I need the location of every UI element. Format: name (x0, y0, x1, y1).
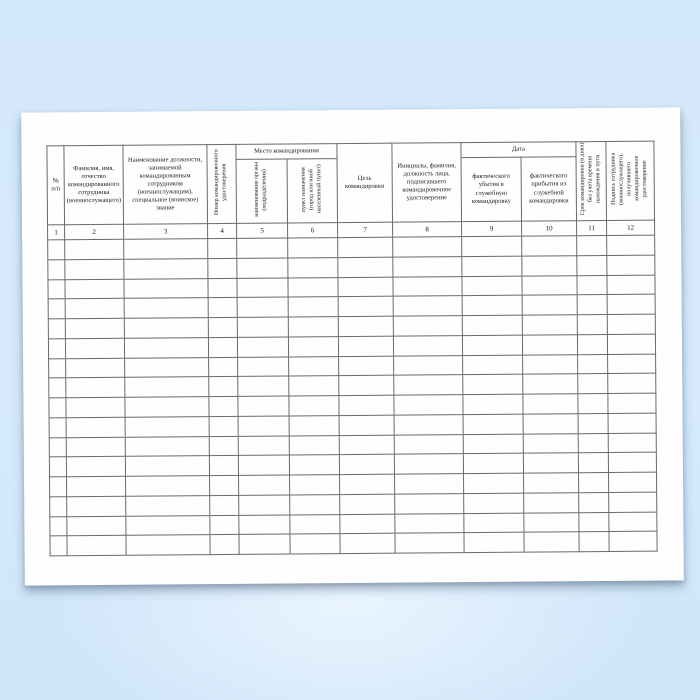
empty-cell (463, 453, 523, 473)
empty-cell (523, 394, 578, 414)
empty-cell (209, 436, 238, 456)
empty-cell (608, 373, 656, 393)
empty-cell (463, 374, 523, 394)
empty-cell (124, 258, 208, 278)
empty-cell (338, 336, 393, 356)
empty-cell (339, 454, 394, 474)
empty-cell (523, 374, 578, 394)
empty-cell (125, 397, 209, 417)
empty-cell (210, 495, 239, 515)
empty-cell (524, 532, 579, 552)
column-number: 5 (237, 223, 288, 238)
empty-cell (608, 452, 656, 472)
empty-cell (65, 338, 124, 358)
empty-cell (237, 238, 288, 258)
empty-cell (238, 455, 289, 475)
empty-cell (394, 375, 463, 395)
empty-cell (65, 239, 124, 259)
empty-cell (523, 453, 578, 473)
empty-cell (607, 294, 655, 314)
empty-cell (288, 257, 338, 277)
empty-cell (208, 298, 237, 318)
empty-cell (462, 236, 522, 256)
empty-cell (67, 536, 126, 556)
empty-cell (577, 255, 607, 275)
empty-cell (289, 356, 339, 376)
empty-cell (607, 275, 655, 295)
column-header-signer: Инициалы, фамилия, должность лица, подписавшего командировочное удостоверение (392, 143, 462, 223)
empty-cell (66, 358, 125, 378)
empty-cell (50, 496, 67, 516)
empty-cell (523, 433, 578, 453)
empty-cell (523, 354, 578, 374)
empty-cell (393, 316, 462, 336)
empty-cell (65, 318, 124, 338)
empty-cell (124, 318, 208, 338)
empty-cell (338, 316, 393, 336)
empty-cell (579, 532, 609, 552)
empty-cell (339, 395, 394, 415)
empty-cell (395, 533, 464, 553)
empty-cell (608, 393, 656, 413)
empty-cell (577, 275, 607, 295)
business-trip-register-table (46, 141, 657, 557)
column-number: 2 (65, 224, 124, 239)
empty-cell (340, 514, 395, 534)
empty-cell (49, 358, 66, 378)
column-header-full-name: Фамилия, имя, отчество командированного сотрудника (военнослужащего) (64, 145, 124, 224)
empty-cell (208, 317, 237, 337)
empty-cell (238, 416, 289, 436)
empty-cell (66, 437, 125, 457)
empty-cell (578, 374, 608, 394)
empty-cell (289, 435, 339, 455)
empty-cell (209, 357, 238, 377)
empty-cell (577, 334, 607, 354)
empty-cell (393, 335, 462, 355)
empty-cell (288, 317, 338, 337)
empty-cell (464, 493, 524, 513)
empty-cell (239, 495, 290, 515)
empty-cell (463, 394, 523, 414)
empty-cell (462, 256, 522, 276)
empty-cell (338, 277, 393, 297)
empty-cell (524, 473, 579, 493)
empty-cell (126, 515, 210, 535)
empty-cell (124, 337, 208, 357)
empty-cell (290, 534, 340, 554)
empty-cell (339, 356, 394, 376)
empty-cell (50, 516, 67, 536)
empty-cell (125, 436, 209, 456)
empty-cell (464, 513, 524, 533)
empty-cell (238, 357, 289, 377)
column-number: 11 (577, 221, 607, 236)
column-number: 9 (462, 221, 522, 236)
column-header-certificate-number: Номер командировочного удостоверения (207, 144, 237, 223)
empty-cell (124, 239, 208, 259)
empty-cell (288, 277, 338, 297)
empty-cell (340, 474, 395, 494)
empty-cell (339, 375, 394, 395)
empty-cell (290, 475, 340, 495)
empty-cell (578, 413, 608, 433)
column-header-org-name: наименование органа (подразделения) (236, 159, 288, 223)
empty-cell (608, 413, 656, 433)
column-header-actual-return: фактического прибытия из служебной командировки (521, 157, 577, 221)
table-header (47, 141, 655, 240)
column-number: 4 (208, 223, 237, 238)
column-number: 12 (607, 220, 655, 235)
empty-cell (49, 457, 66, 477)
empty-cell (463, 355, 523, 375)
empty-cell (67, 516, 126, 536)
column-number: 8 (393, 222, 462, 238)
empty-cell (579, 512, 609, 532)
empty-cell (237, 258, 288, 278)
empty-cell (462, 315, 522, 335)
empty-cell (608, 433, 656, 453)
empty-cell (340, 533, 395, 553)
column-number: 1 (48, 225, 65, 240)
empty-cell (522, 236, 577, 256)
empty-cell (238, 376, 289, 396)
empty-cell (607, 334, 655, 354)
empty-cell (393, 276, 462, 296)
empty-cell (66, 457, 125, 477)
column-header-destination: пункт назначения (город или иной населенный пункт) (287, 159, 338, 223)
empty-cell (522, 275, 577, 295)
empty-cell (209, 396, 238, 416)
empty-cell (522, 315, 577, 335)
empty-cell (126, 476, 210, 496)
empty-cell (49, 418, 66, 438)
column-header-employee-signature: Подпись сотрудника (военнослужащего), получившего командировочное удостоверение (606, 141, 655, 220)
empty-cell (289, 415, 339, 435)
empty-cell (523, 413, 578, 433)
empty-cell (524, 492, 579, 512)
empty-cell (239, 514, 290, 534)
empty-cell (578, 433, 608, 453)
empty-cell (395, 474, 464, 494)
empty-cell (462, 295, 522, 315)
empty-cell (289, 396, 339, 416)
empty-cell (125, 357, 209, 377)
empty-cell (524, 512, 579, 532)
empty-cell (609, 492, 657, 512)
empty-cell (394, 395, 463, 415)
column-number: 6 (288, 223, 338, 238)
empty-cell (48, 339, 65, 359)
empty-cell (124, 298, 208, 318)
empty-cell (48, 279, 65, 299)
empty-cell (49, 398, 66, 418)
empty-cell (394, 414, 463, 434)
empty-cell (578, 472, 608, 492)
empty-cell (394, 355, 463, 375)
column-number: 3 (124, 224, 208, 240)
empty-cell (208, 278, 237, 298)
column-number: 10 (522, 221, 577, 236)
empty-cell (578, 354, 608, 374)
empty-cell (237, 297, 288, 317)
empty-cell (289, 376, 339, 396)
empty-cell (48, 240, 65, 260)
empty-cell (210, 515, 239, 535)
empty-cell (579, 492, 609, 512)
empty-cell (463, 434, 523, 454)
empty-cell (339, 435, 394, 455)
empty-cell (464, 473, 524, 493)
empty-cell (577, 236, 607, 256)
empty-cell (522, 255, 577, 275)
empty-cell (48, 319, 65, 339)
empty-cell (48, 260, 65, 280)
column-header-position-rank: Наименование должности, занимаемой командированным сотрудником (военнослужащим), специальное (воинское) звание (123, 145, 208, 225)
empty-cell (394, 454, 463, 474)
empty-cell (393, 237, 462, 257)
empty-cell (239, 475, 290, 495)
empty-cell (208, 337, 237, 357)
empty-cell (237, 337, 288, 357)
empty-cell (338, 237, 393, 257)
empty-cell (289, 455, 339, 475)
empty-cell (50, 477, 67, 497)
empty-cell (608, 472, 656, 492)
empty-cell (237, 317, 288, 337)
empty-cell (522, 334, 577, 354)
empty-cell (288, 238, 338, 258)
empty-cell (288, 297, 338, 317)
empty-cell (464, 532, 524, 552)
column-number: 7 (338, 222, 393, 237)
empty-cell (290, 514, 340, 534)
empty-cell (522, 295, 577, 315)
empty-cell (124, 278, 208, 298)
empty-cell (338, 296, 393, 316)
empty-cell (578, 453, 608, 473)
empty-cell (209, 377, 238, 397)
group-header-date: Дата (461, 142, 576, 158)
empty-cell (65, 299, 124, 319)
empty-cell (607, 255, 655, 275)
empty-cell (208, 238, 237, 258)
group-header-place-of-trip: Место командирования (236, 144, 337, 160)
document-page (21, 107, 684, 585)
empty-cell (208, 258, 237, 278)
empty-cell (48, 299, 65, 319)
column-header-trip-purpose: Цель командировки (337, 143, 393, 222)
empty-cell (66, 397, 125, 417)
empty-cell (65, 259, 124, 279)
table-row (50, 531, 657, 556)
empty-cell (237, 278, 288, 298)
empty-cell (462, 335, 522, 355)
empty-cell (609, 512, 657, 532)
empty-cell (462, 276, 522, 296)
empty-cell (578, 393, 608, 413)
empty-cell (239, 534, 290, 554)
empty-cell (394, 434, 463, 454)
column-header-row-number: № п/п (47, 146, 65, 225)
empty-cell (608, 354, 656, 374)
empty-cell (393, 256, 462, 276)
empty-cell (577, 314, 607, 334)
empty-cell (49, 378, 66, 398)
empty-cell (209, 416, 238, 436)
empty-cell (395, 513, 464, 533)
empty-cell (209, 456, 238, 476)
empty-cell (607, 314, 655, 334)
empty-cell (210, 475, 239, 495)
empty-cell (393, 296, 462, 316)
empty-cell (65, 279, 124, 299)
empty-cell (238, 435, 289, 455)
empty-cell (238, 396, 289, 416)
empty-cell (66, 417, 125, 437)
empty-cell (339, 415, 394, 435)
empty-cell (463, 414, 523, 434)
empty-cell (609, 531, 657, 551)
empty-cell (50, 536, 67, 556)
column-header-trip-duration: Срок командировки (в днях) без учета времени нахождения в пути (576, 142, 607, 221)
empty-cell (125, 416, 209, 436)
empty-cell (126, 535, 210, 555)
empty-cell (288, 336, 338, 356)
empty-cell (210, 535, 239, 555)
empty-cell (67, 496, 126, 516)
empty-cell (125, 377, 209, 397)
empty-cell (67, 476, 126, 496)
empty-cell (125, 456, 209, 476)
column-header-actual-departure: фактического убытия в служебную командировку (461, 157, 522, 221)
empty-cell (395, 493, 464, 513)
empty-cell (49, 437, 66, 457)
empty-cell (126, 495, 210, 515)
empty-cell (577, 295, 607, 315)
empty-cell (290, 494, 340, 514)
empty-cell (66, 378, 125, 398)
empty-cell (340, 494, 395, 514)
empty-cell (338, 257, 393, 277)
empty-cell (607, 235, 655, 255)
table-body (48, 235, 657, 556)
